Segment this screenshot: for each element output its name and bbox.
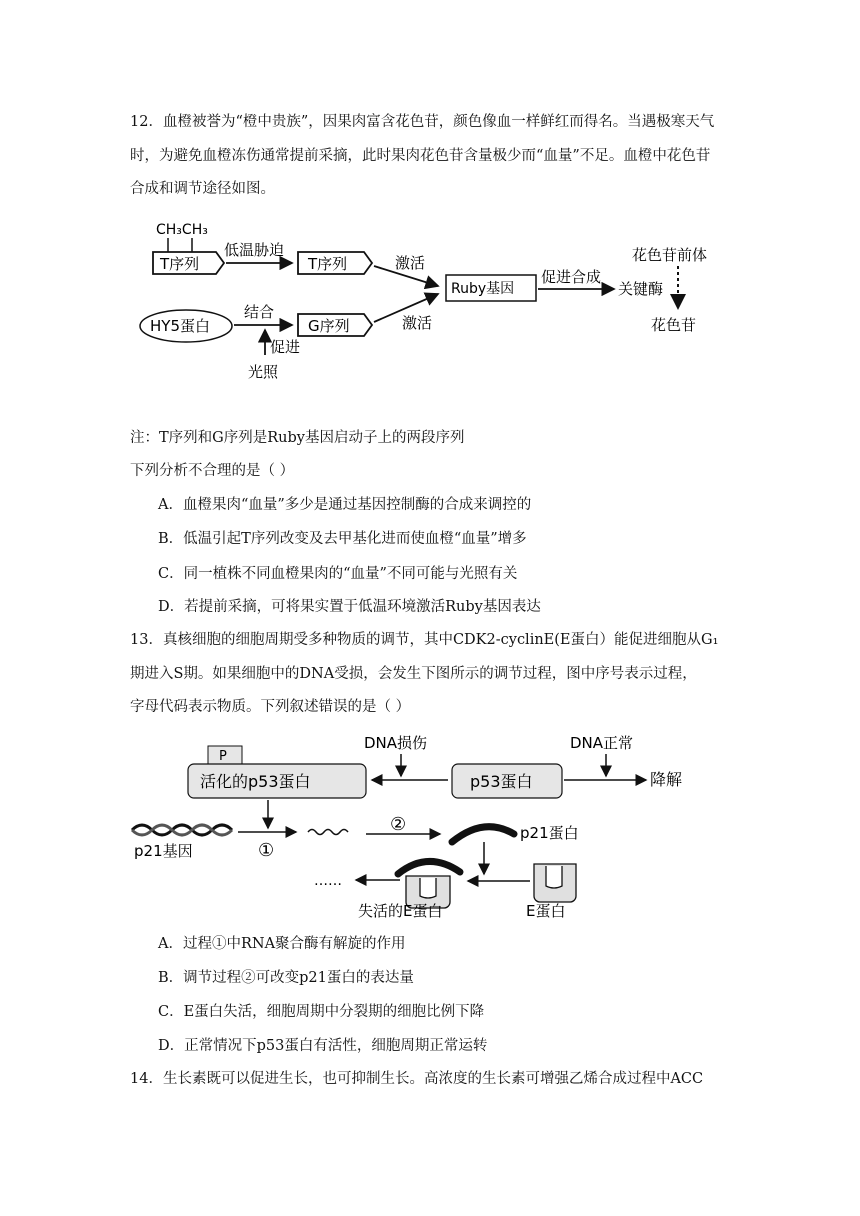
step-1-label: ① [258, 840, 275, 861]
q13-stem-line3: 字母代码表示物质。下列叙述错误的是（ ） [130, 699, 411, 715]
q12-option-d: D．若提前采摘，可将果实置于低温环境激活Ruby基因表达 [158, 599, 541, 615]
activate-label-2: 激活 [402, 314, 433, 332]
q12-note: 注：T序列和G序列是Ruby基因启动子上的两段序列 [130, 430, 465, 446]
q12-option-a: A．血橙果肉“血量”多少是通过基因控制酶的合成来调控的 [158, 497, 532, 513]
q13-option-b: B．调节过程②可改变p21蛋白的表达量 [158, 970, 414, 986]
hy5-protein-label: HY5蛋白 [150, 317, 210, 335]
q13-option-d: D．正常情况下p53蛋白有活性，细胞周期正常运转 [158, 1038, 488, 1054]
t-sequence-label-2: T序列 [308, 255, 348, 273]
degrade-label: 降解 [650, 770, 683, 789]
bind-label: 结合 [244, 303, 275, 321]
low-temp-label: 低温胁迫 [224, 241, 285, 259]
anthocyanin-pathway-diagram [120, 210, 740, 390]
activate-label-1: 激活 [395, 254, 426, 272]
q13-stem-line1: 13．真核细胞的细胞周期受多种物质的调节，其中CDK2-cyclinE(E蛋白）能促进细胞从G₁ [130, 632, 719, 648]
p21-protein-label: p21蛋白 [520, 824, 579, 842]
q12-stem-line3: 合成和调节途径如图。 [130, 181, 275, 197]
p21-gene-label: p21基因 [134, 842, 193, 860]
ruby-gene-label: Ruby基因 [451, 281, 515, 297]
dna-helix-icon [132, 825, 232, 835]
promote-synthesis-label: 促进合成 [541, 268, 602, 286]
q12-option-c: C．同一植株不同血橙果肉的“血量”不同可能与光照有关 [158, 566, 518, 582]
q14-stem-line1: 14．生长素既可以促进生长，也可抑制生长。高浓度的生长素可增强乙烯合成过程中ACC [130, 1071, 704, 1087]
dna-damage-label: DNA损伤 [364, 734, 428, 752]
q13-stem-line2: 期进入S期。如果细胞中的DNA受损，会发生下图所示的调节过程，图中序号表示过程， [130, 666, 697, 682]
dna-normal-label: DNA正常 [570, 734, 634, 752]
q12-stem-line1: 12．血橙被誉为“橙中贵族”，因果肉富含花色苷，颜色像血一样鲜红而得名。当遇极寒天气 [130, 114, 715, 130]
q13-option-c: C．E蛋白失活，细胞周期中分裂期的细胞比例下降 [158, 1004, 485, 1020]
q12-question: 下列分析不合理的是（ ） [130, 463, 295, 479]
inactive-e-protein-label: 失活的E蛋白 [358, 902, 443, 920]
precursor-label: 花色苷前体 [632, 246, 708, 264]
step-2-label: ② [390, 814, 407, 835]
mrna-icon [308, 830, 348, 835]
anthocyanin-label: 花色苷 [651, 316, 697, 334]
e-protein-icon [534, 864, 576, 902]
p21-protein-icon [452, 827, 514, 842]
methyl-label: CH₃CH₃ [156, 222, 208, 238]
q12-stem-line2: 时，为避免血橙冻伤通常提前采摘，此时果肉花色苷含量极少而“血量”不足。血橙中花色苷 [130, 148, 711, 164]
active-p53-label: 活化的p53蛋白 [200, 772, 311, 791]
p53-label: p53蛋白 [470, 772, 533, 791]
q13-option-a: A．过程①中RNA聚合酶有解旋的作用 [158, 936, 406, 952]
t-sequence-label-1: T序列 [160, 255, 200, 273]
p53-regulation-diagram [128, 728, 728, 920]
phosphate-label: P [219, 749, 227, 764]
q12-option-b: B．低温引起T序列改变及去甲基化进而使血橙“血量”增多 [158, 531, 527, 547]
light-label: 光照 [248, 363, 279, 381]
e-protein-label: E蛋白 [526, 902, 566, 920]
promote-label: 促进 [270, 338, 301, 356]
dots-label: …… [314, 873, 342, 889]
key-enzyme-label: 关键酶 [618, 280, 664, 298]
g-sequence-label: G序列 [308, 317, 350, 335]
